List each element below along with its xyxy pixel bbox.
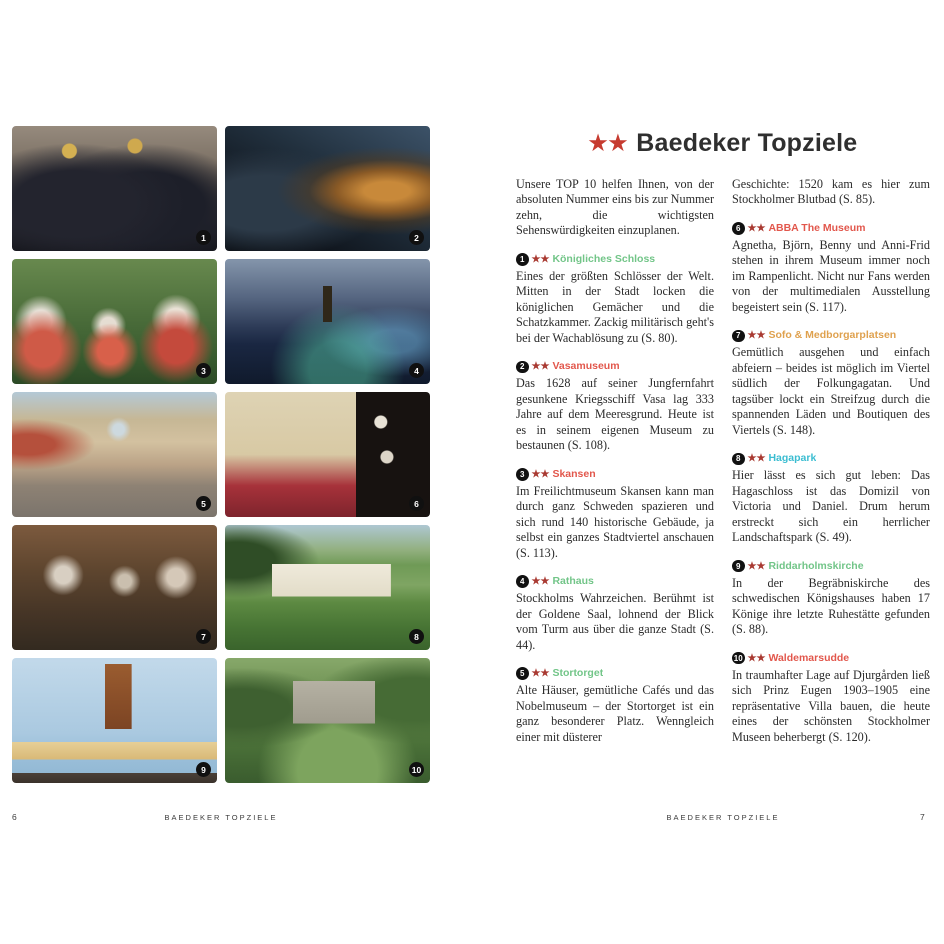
photo-haga-palace — [225, 525, 430, 650]
left-footer-label: BAEDEKER TOPZIELE — [164, 813, 278, 822]
entry-body: Das 1628 auf seiner Jungfernfahrt gesunkene Kriegsschiff Vasa lag 333 Jahre auf dem Meeresgrund. Heute ist es in seinem eigenen Museum zu bestaunen (S. 108). — [516, 376, 714, 453]
right-page — [516, 128, 930, 745]
entry-title: Königliches Schloss — [552, 252, 656, 265]
photo-waldemarsudde — [225, 658, 430, 783]
entry-stars-icon: ★★ — [747, 560, 766, 572]
photo-abba-museum — [225, 392, 430, 517]
photo-grid — [12, 126, 430, 783]
entry-number-badge: 6 — [732, 222, 745, 235]
entry-heading — [516, 253, 714, 266]
entry-stars-icon: ★★ — [747, 453, 766, 465]
entry-stars-icon: ★★ — [531, 253, 550, 265]
photo-folk-costumes — [12, 259, 217, 384]
photo-number-badge: 8 — [409, 629, 424, 644]
photo-number-badge: 9 — [196, 762, 211, 777]
entry-heading — [516, 360, 714, 373]
entry-number-badge: 9 — [732, 560, 745, 573]
entry-stars-icon: ★★ — [531, 468, 550, 480]
page-title — [516, 128, 930, 159]
photo-riddarholm-church — [12, 658, 217, 783]
entry-stortorget-continuation: Geschichte: 1520 kam es hier zum Stockholmer Blutbad (S. 85). — [732, 177, 930, 207]
photo-number-badge: 7 — [196, 629, 211, 644]
photo-number-badge: 5 — [196, 496, 211, 511]
entry-number-badge: 1 — [516, 253, 529, 266]
entry-title: Riddarholmskirche — [768, 559, 864, 572]
photo-sofo-street-cafe — [12, 525, 217, 650]
text-columns — [516, 177, 930, 745]
right-footer-label: BAEDEKER TOPZIELE — [666, 813, 780, 822]
entry-vasamuseum — [516, 360, 714, 453]
photo-royal-guards — [12, 126, 217, 251]
entry-number-badge: 7 — [732, 330, 745, 343]
photo-number-badge: 3 — [196, 363, 211, 378]
entry-heading — [516, 575, 714, 588]
entry-body: In der Begräbniskirche des schwedischen Königshauses haben 17 Könige ihre letzte Ruhestätte gefunden (S. 88). — [732, 575, 930, 637]
right-page-number: 7 — [920, 812, 925, 822]
entry-skansen — [516, 468, 714, 561]
entry-koenigliches-schloss — [516, 253, 714, 346]
photo-vasa-ship — [225, 126, 430, 251]
entry-number-badge: 8 — [732, 453, 745, 466]
entry-stars-icon: ★★ — [531, 668, 550, 680]
entry-hagapark — [732, 452, 930, 545]
entry-title: Waldemarsudde — [768, 651, 850, 664]
entry-title: Sofo & Medborgarplatsen — [768, 329, 897, 342]
entry-title: Rathaus — [552, 575, 594, 588]
entry-heading — [732, 652, 930, 665]
page-title-text: Baedeker Topziele — [636, 129, 858, 157]
entry-stars-icon: ★★ — [747, 222, 766, 234]
entry-heading — [732, 222, 930, 235]
entry-heading — [516, 468, 714, 481]
photo-number-badge: 1 — [196, 230, 211, 245]
entry-stars-icon: ★★ — [531, 361, 550, 373]
entry-body: Hier lässt es sich gut leben: Das Hagaschloss ist das Domizil von Victoria und Daniel. Drum herum erstreckt sich ein herrlicher Landschaftspark (S. 49). — [732, 468, 930, 545]
entry-abba-the-museum — [732, 222, 930, 315]
entry-number-badge: 10 — [733, 653, 743, 663]
photo-number-badge: 6 — [409, 496, 424, 511]
entry-body: Gemütlich ausgehen und einfach abfeiern – beides ist möglich im Viertel südlich der Folkungagatan. Und tagsüber lockt ein Streifzug durch die spannenden Läden und Boutiquen des Viertels (S. 148). — [732, 345, 930, 437]
photo-number-badge: 10 — [409, 762, 424, 777]
entry-body: Stockholms Wahrzeichen. Berühmt ist der Goldene Saal, lohnend der Blick vom Turm aus über die ganze Stadt (S. 44). — [516, 591, 714, 652]
entry-rathaus — [516, 575, 714, 653]
entry-riddarholmskirche — [732, 560, 930, 638]
left-page-number: 6 — [12, 812, 17, 822]
photo-city-hall-night — [225, 259, 430, 384]
text-column-right — [732, 177, 930, 745]
entry-heading — [732, 560, 930, 573]
photo-number-badge: 2 — [409, 230, 424, 245]
entry-title: Vasamuseum — [552, 360, 620, 373]
entry-heading — [516, 667, 714, 680]
entry-body: Im Freilichtmuseum Skansen kann man durch ganz Schweden spazieren und sich rund 140 historische Gebäude, ja selbst ein ganzes Stadtviertel anschauen (S. 113). — [516, 483, 714, 560]
entry-waldemarsudde — [732, 652, 930, 745]
entry-stortorget — [516, 667, 714, 745]
entry-body: Agnetha, Björn, Benny und Anni-Frid stehen in ihrem Museum immer noch im Rampenlicht. Nicht nur Fans werden von der multimedialen Ausstellung begeistert sein (S. 117). — [732, 237, 930, 314]
entry-stars-icon: ★★ — [747, 652, 766, 664]
entry-body: In traumhafter Lage auf Djurgården ließ sich Prinz Eugen 1903–1905 eine repräsentative Villa bauen, die heute eines der schönsten Stockholmer Museen beherbergt (S. 120). — [732, 667, 930, 744]
entry-number-badge: 4 — [516, 575, 529, 588]
entry-title: Stortorget — [552, 667, 604, 680]
title-stars-icon: ★★ — [588, 132, 629, 155]
entry-heading — [732, 329, 930, 342]
entry-title: ABBA The Museum — [768, 221, 866, 234]
entry-number-badge: 5 — [516, 667, 529, 680]
entry-heading — [732, 452, 930, 465]
entry-title: Skansen — [552, 467, 596, 480]
entry-body: Alte Häuser, gemütliche Cafés und das Nobelmuseum – der Stortorget ist ein ganz besonderer Platz. Wenngleich einer mit düsterer — [516, 683, 714, 744]
entry-sofo-medborgarplatsen — [732, 329, 930, 438]
entry-body: Eines der größten Schlösser der Welt. Mitten in der Stadt locken die königlichen Gemächer und die Schatzkammer. Zackig militärisch geht's bei der Wachablösung zu (S. 80). — [516, 268, 714, 345]
entry-stars-icon: ★★ — [531, 576, 550, 588]
photo-number-badge: 4 — [409, 363, 424, 378]
intro-paragraph: Unsere TOP 10 helfen Ihnen, von der absoluten Nummer eins bis zur Nummer zehn, die wichtigsten Sehenswürdigkeiten einzuplanen. — [516, 177, 715, 238]
photo-stortorget-square — [12, 392, 217, 517]
text-column-left — [516, 177, 714, 745]
entry-stars-icon: ★★ — [747, 330, 766, 342]
entry-number-badge: 3 — [516, 468, 529, 481]
entry-number-badge: 2 — [516, 361, 529, 374]
entry-title: Hagapark — [768, 452, 817, 465]
